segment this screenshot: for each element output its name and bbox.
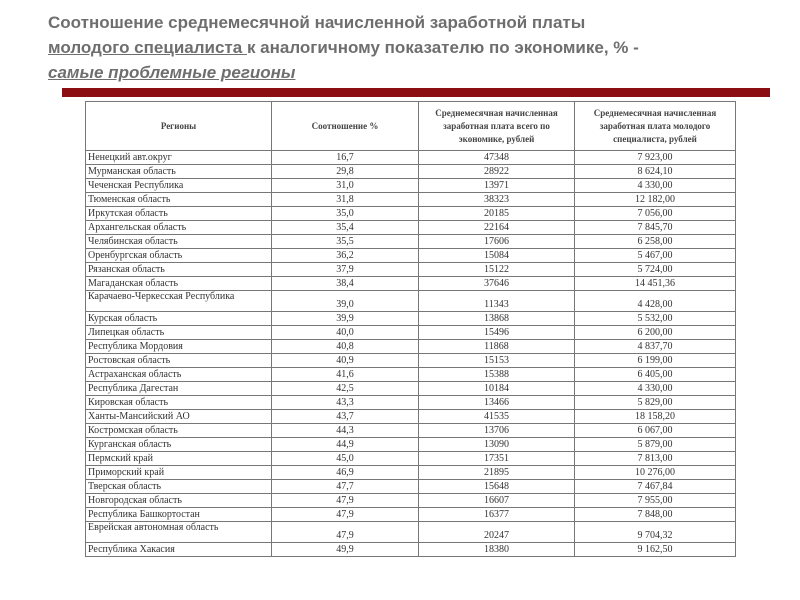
region-name-cell: Курская область <box>86 312 272 326</box>
economy-salary-cell: 13090 <box>419 438 575 452</box>
economy-salary-cell: 16377 <box>419 508 575 522</box>
region-name-cell: Еврейская автономная область <box>86 522 272 543</box>
young-salary-cell: 5 532,00 <box>575 312 736 326</box>
ratio-cell: 42,5 <box>272 382 419 396</box>
table-row <box>86 438 736 452</box>
region-name-cell: Ненецкий авт.округ <box>86 151 272 165</box>
economy-salary-cell: 15084 <box>419 249 575 263</box>
table-row <box>86 326 736 340</box>
ratio-cell: 31,0 <box>272 179 419 193</box>
region-name-cell: Ханты-Мансийский АО <box>86 410 272 424</box>
ratio-cell: 35,5 <box>272 235 419 249</box>
table-row <box>86 179 736 193</box>
economy-salary-cell: 13971 <box>419 179 575 193</box>
economy-salary-cell: 20247 <box>419 522 575 543</box>
ratio-cell: 47,9 <box>272 508 419 522</box>
region-name-cell: Иркутская область <box>86 207 272 221</box>
region-name-cell: Астраханская область <box>86 368 272 382</box>
table-row <box>86 263 736 277</box>
young-salary-cell: 6 200,00 <box>575 326 736 340</box>
header-ratio: Соотношение % <box>272 102 419 151</box>
region-name-cell: Республика Дагестан <box>86 382 272 396</box>
table-row <box>86 410 736 424</box>
table-row <box>86 207 736 221</box>
region-name-cell: Республика Башкортостан <box>86 508 272 522</box>
economy-salary-cell: 41535 <box>419 410 575 424</box>
region-name-cell: Рязанская область <box>86 263 272 277</box>
young-salary-cell: 4 428,00 <box>575 291 736 312</box>
ratio-cell: 37,9 <box>272 263 419 277</box>
region-name-cell: Приморский край <box>86 466 272 480</box>
regions-table <box>85 101 736 557</box>
ratio-cell: 41,6 <box>272 368 419 382</box>
young-salary-cell: 7 467,84 <box>575 480 736 494</box>
title-line-2-rest: к аналогичному показателю по экономике, % - <box>246 38 639 57</box>
accent-bar <box>62 88 770 97</box>
ratio-cell: 39,9 <box>272 312 419 326</box>
ratio-cell: 36,2 <box>272 249 419 263</box>
economy-salary-cell: 47348 <box>419 151 575 165</box>
economy-salary-cell: 38323 <box>419 193 575 207</box>
ratio-cell: 39,0 <box>272 291 419 312</box>
economy-salary-cell: 21895 <box>419 466 575 480</box>
table-row <box>86 480 736 494</box>
economy-salary-cell: 20185 <box>419 207 575 221</box>
young-salary-cell: 5 724,00 <box>575 263 736 277</box>
economy-salary-cell: 15122 <box>419 263 575 277</box>
economy-salary-cell: 13706 <box>419 424 575 438</box>
region-name-cell: Курганская область <box>86 438 272 452</box>
table-row <box>86 235 736 249</box>
economy-salary-cell: 16607 <box>419 494 575 508</box>
table-row <box>86 424 736 438</box>
economy-salary-cell: 15153 <box>419 354 575 368</box>
young-salary-cell: 6 199,00 <box>575 354 736 368</box>
young-salary-cell: 4 330,00 <box>575 382 736 396</box>
ratio-cell: 31,8 <box>272 193 419 207</box>
table-row <box>86 508 736 522</box>
ratio-cell: 44,3 <box>272 424 419 438</box>
region-name-cell: Мурманская область <box>86 165 272 179</box>
ratio-cell: 46,9 <box>272 466 419 480</box>
header-avg-salary-young-specialist: Среднемесячная начисленная заработная плата молодого специалиста, рублей <box>575 102 736 151</box>
young-salary-cell: 12 182,00 <box>575 193 736 207</box>
economy-salary-cell: 37646 <box>419 277 575 291</box>
ratio-cell: 40,9 <box>272 354 419 368</box>
title-line-1: Соотношение среднемесячной начисленной заработной платы <box>48 13 586 32</box>
young-salary-cell: 9 162,50 <box>575 543 736 557</box>
table-body <box>86 151 736 557</box>
table-row <box>86 543 736 557</box>
young-salary-cell: 5 829,00 <box>575 396 736 410</box>
economy-salary-cell: 28922 <box>419 165 575 179</box>
ratio-cell: 45,0 <box>272 452 419 466</box>
table-row <box>86 291 736 312</box>
young-salary-cell: 5 467,00 <box>575 249 736 263</box>
ratio-cell: 38,4 <box>272 277 419 291</box>
economy-salary-cell: 10184 <box>419 382 575 396</box>
young-salary-cell: 6 405,00 <box>575 368 736 382</box>
region-name-cell: Оренбургская область <box>86 249 272 263</box>
region-name-cell: Тюменская область <box>86 193 272 207</box>
economy-salary-cell: 18380 <box>419 543 575 557</box>
young-salary-cell: 7 923,00 <box>575 151 736 165</box>
young-salary-cell: 8 624,10 <box>575 165 736 179</box>
young-salary-cell: 18 158,20 <box>575 410 736 424</box>
young-salary-cell: 7 056,00 <box>575 207 736 221</box>
young-salary-cell: 4 837,70 <box>575 340 736 354</box>
young-salary-cell: 4 330,00 <box>575 179 736 193</box>
region-name-cell: Челябинская область <box>86 235 272 249</box>
table-row <box>86 452 736 466</box>
economy-salary-cell: 13466 <box>419 396 575 410</box>
ratio-cell: 47,9 <box>272 522 419 543</box>
region-name-cell: Республика Хакасия <box>86 543 272 557</box>
ratio-cell: 40,8 <box>272 340 419 354</box>
economy-salary-cell: 11343 <box>419 291 575 312</box>
region-name-cell: Карачаево-Черкесская Республика <box>86 291 272 312</box>
ratio-cell: 44,9 <box>272 438 419 452</box>
ratio-cell: 40,0 <box>272 326 419 340</box>
table-row <box>86 151 736 165</box>
young-salary-cell: 14 451,36 <box>575 277 736 291</box>
ratio-cell: 29,8 <box>272 165 419 179</box>
region-name-cell: Республика Мордовия <box>86 340 272 354</box>
young-salary-cell: 6 067,00 <box>575 424 736 438</box>
region-name-cell: Тверская область <box>86 480 272 494</box>
page-title <box>48 10 788 85</box>
header-regions: Регионы <box>86 102 272 151</box>
table-row <box>86 354 736 368</box>
header-avg-salary-economy: Среднемесячная начисленная заработная плата всего по экономике, рублей <box>419 102 575 151</box>
economy-salary-cell: 17351 <box>419 452 575 466</box>
region-name-cell: Чеченская Республика <box>86 179 272 193</box>
table-row <box>86 193 736 207</box>
table-row <box>86 494 736 508</box>
ratio-cell: 16,7 <box>272 151 419 165</box>
economy-salary-cell: 15496 <box>419 326 575 340</box>
region-name-cell: Пермский край <box>86 452 272 466</box>
table-row <box>86 165 736 179</box>
region-name-cell: Магаданская область <box>86 277 272 291</box>
young-salary-cell: 9 704,32 <box>575 522 736 543</box>
table-row <box>86 312 736 326</box>
table-row <box>86 396 736 410</box>
young-salary-cell: 7 813,00 <box>575 452 736 466</box>
table-row <box>86 522 736 543</box>
region-name-cell: Новгородская область <box>86 494 272 508</box>
region-name-cell: Костромская область <box>86 424 272 438</box>
young-salary-cell: 7 848,00 <box>575 508 736 522</box>
young-salary-cell: 10 276,00 <box>575 466 736 480</box>
ratio-cell: 35,0 <box>272 207 419 221</box>
region-name-cell: Ростовская область <box>86 354 272 368</box>
table-row <box>86 221 736 235</box>
region-name-cell: Архангельская область <box>86 221 272 235</box>
table-row <box>86 466 736 480</box>
ratio-cell: 47,7 <box>272 480 419 494</box>
region-name-cell: Липецкая область <box>86 326 272 340</box>
title-underlined-phrase: молодого специалиста <box>48 38 247 57</box>
title-line-2 <box>48 35 788 60</box>
young-salary-cell: 7 845,70 <box>575 221 736 235</box>
ratio-cell: 49,9 <box>272 543 419 557</box>
table-row <box>86 382 736 396</box>
economy-salary-cell: 13868 <box>419 312 575 326</box>
table-row <box>86 340 736 354</box>
ratio-cell: 43,7 <box>272 410 419 424</box>
table-header-row <box>86 102 736 151</box>
young-salary-cell: 7 955,00 <box>575 494 736 508</box>
ratio-cell: 47,9 <box>272 494 419 508</box>
ratio-cell: 43,3 <box>272 396 419 410</box>
ratio-cell: 35,4 <box>272 221 419 235</box>
table-row <box>86 277 736 291</box>
young-salary-cell: 5 879,00 <box>575 438 736 452</box>
economy-salary-cell: 15388 <box>419 368 575 382</box>
title-line-3: самые проблемные регионы <box>48 63 296 82</box>
table-row <box>86 368 736 382</box>
economy-salary-cell: 17606 <box>419 235 575 249</box>
table-row <box>86 249 736 263</box>
economy-salary-cell: 15648 <box>419 480 575 494</box>
young-salary-cell: 6 258,00 <box>575 235 736 249</box>
economy-salary-cell: 22164 <box>419 221 575 235</box>
region-name-cell: Кировская область <box>86 396 272 410</box>
economy-salary-cell: 11868 <box>419 340 575 354</box>
